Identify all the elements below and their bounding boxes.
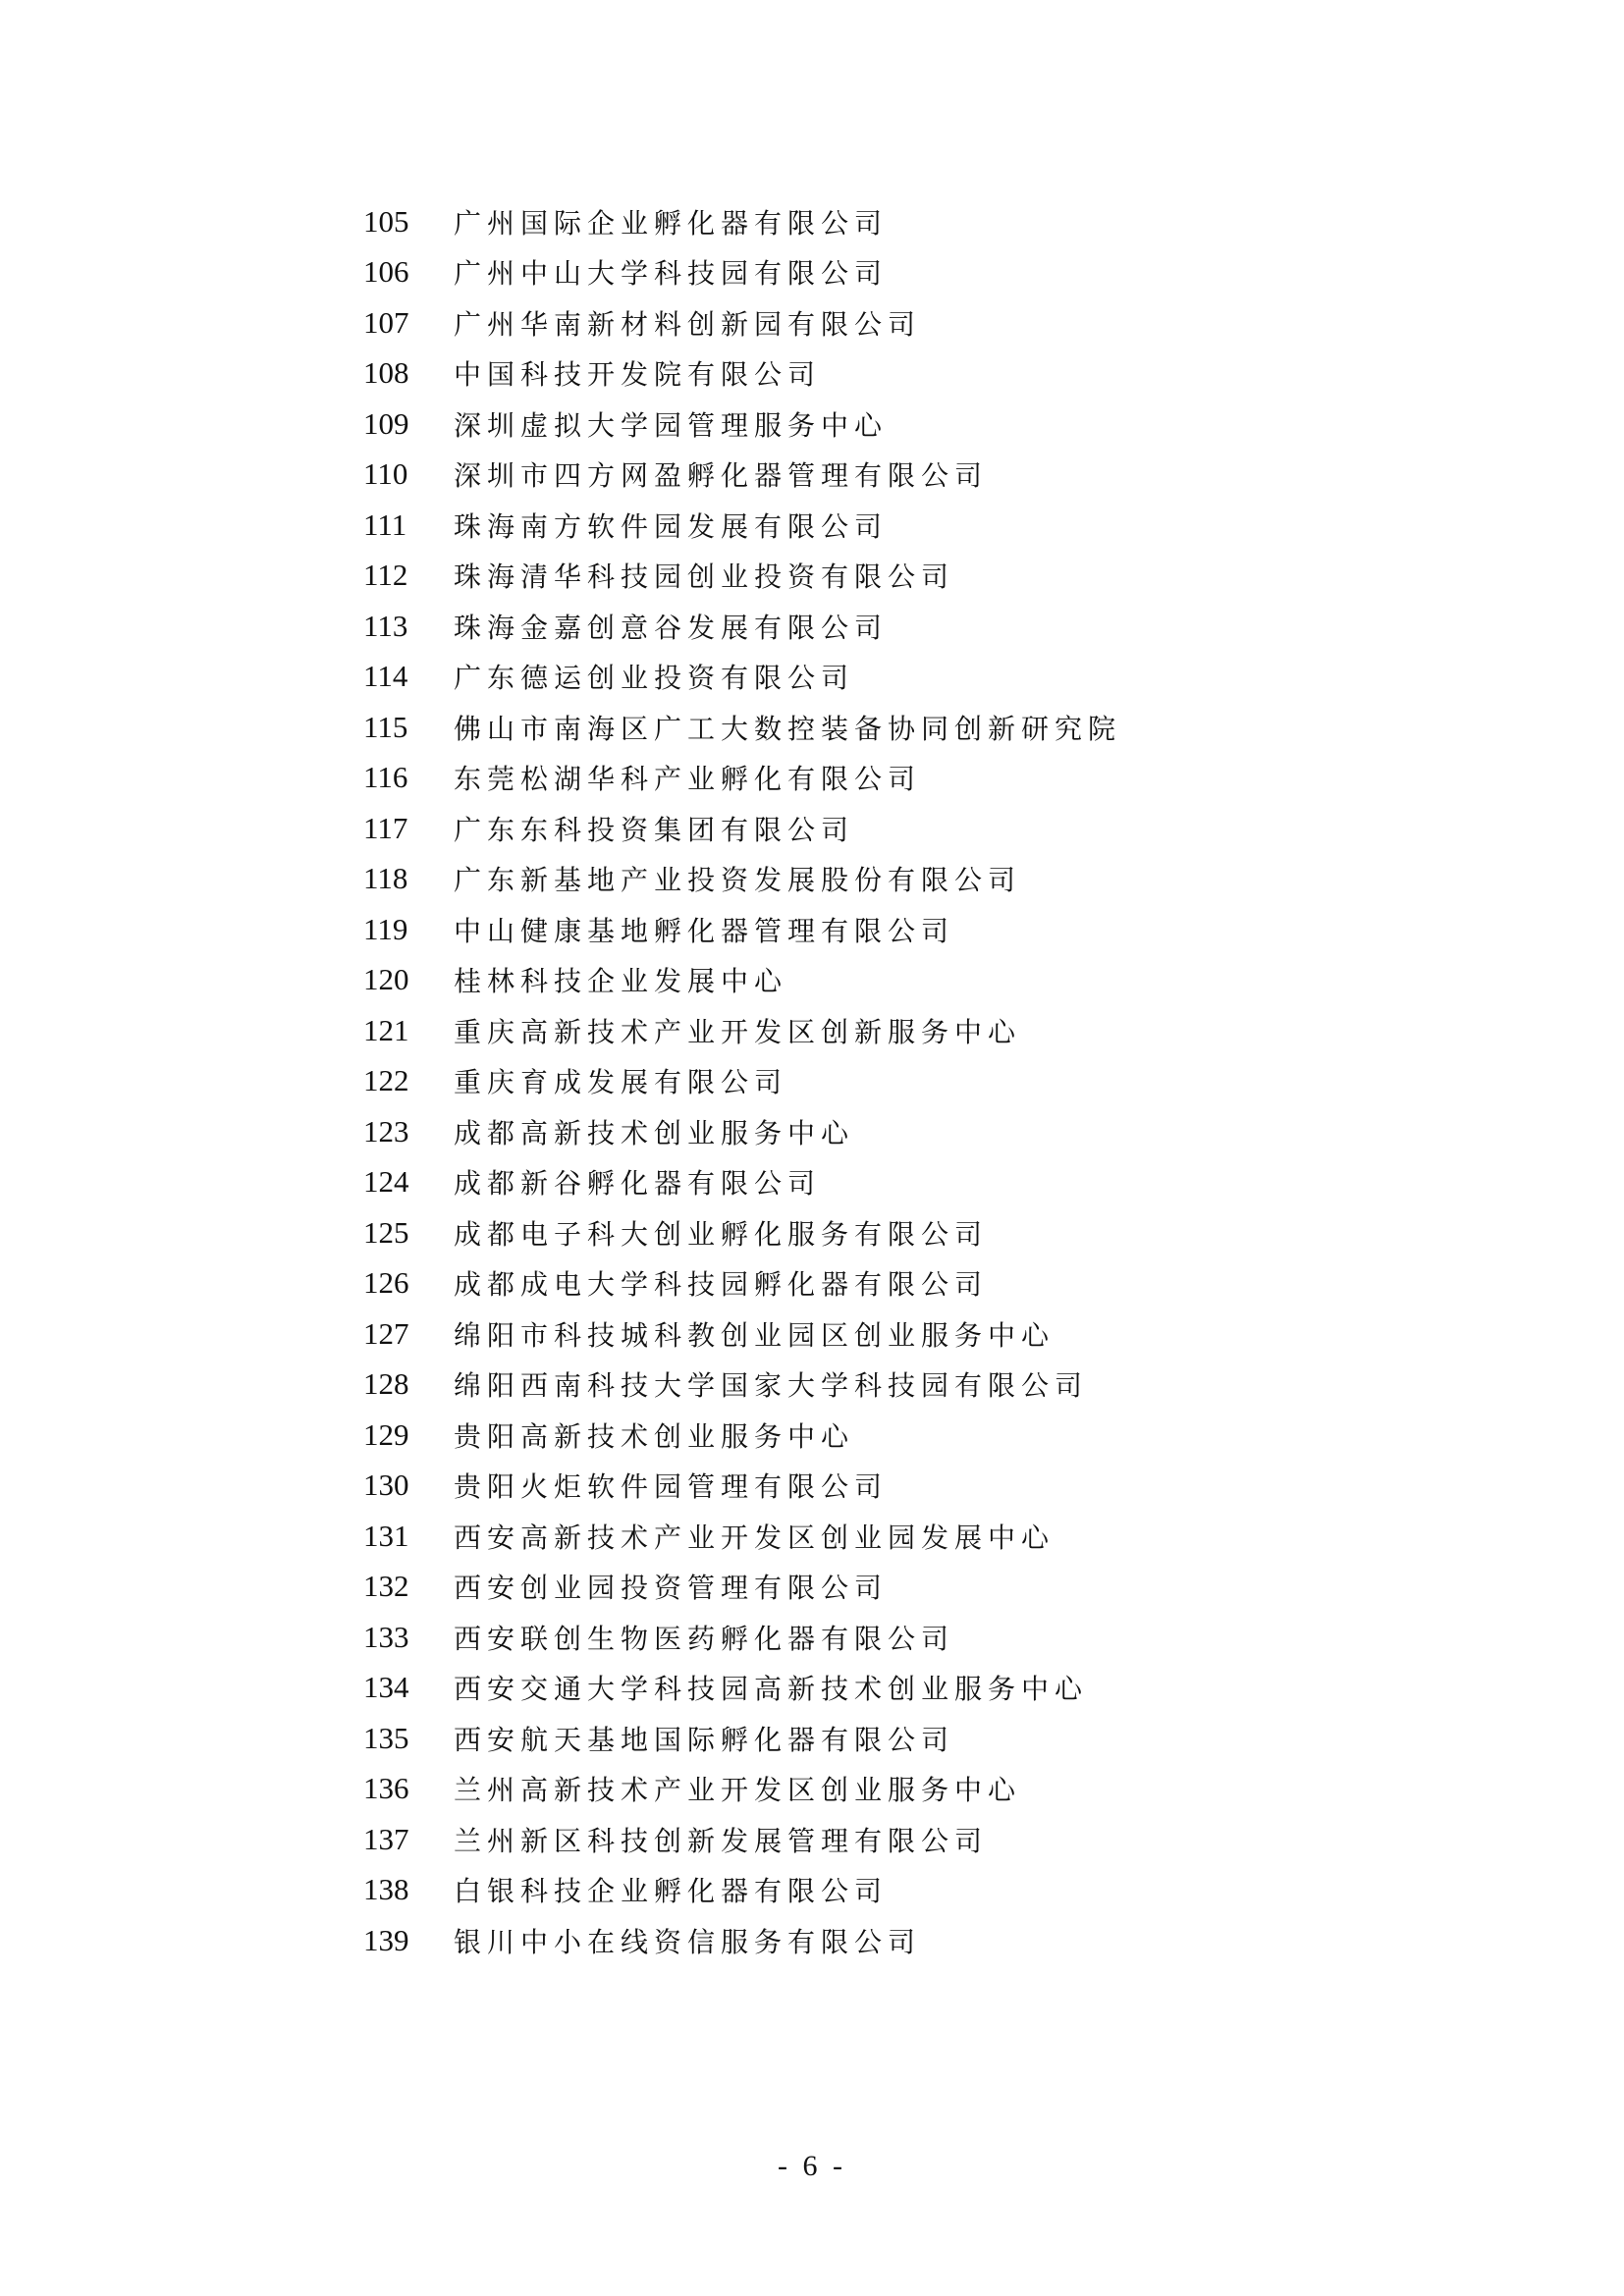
item-number: 137	[363, 1821, 409, 1856]
list-item	[363, 1258, 1492, 1309]
item-name: 广州中山大学科技园有限公司	[454, 257, 889, 291]
entity-list	[363, 196, 1492, 1966]
item-number: 115	[363, 709, 408, 744]
item-name: 贵阳高新技术创业服务中心	[454, 1419, 855, 1453]
item-name: 西安交通大学科技园高新技术创业服务中心	[454, 1673, 1089, 1706]
list-item	[363, 753, 1492, 804]
item-number: 114	[363, 659, 408, 694]
list-item	[363, 1207, 1492, 1258]
page-number: - 6 -	[778, 2150, 846, 2182]
item-number: 111	[363, 507, 407, 542]
list-item	[363, 196, 1492, 247]
list-item	[363, 1461, 1492, 1512]
item-name: 白银科技企业孵化器有限公司	[454, 1875, 889, 1908]
item-number: 136	[363, 1771, 409, 1806]
list-item	[363, 1764, 1492, 1815]
list-item	[363, 247, 1492, 298]
item-number: 108	[363, 355, 409, 391]
item-number: 109	[363, 405, 409, 441]
item-name: 中山健康基地孵化器管理有限公司	[454, 914, 955, 947]
item-name: 成都新谷孵化器有限公司	[454, 1167, 822, 1201]
item-number: 112	[363, 558, 408, 593]
item-name: 佛山市南海区广工大数控装备协同创新研究院	[454, 712, 1122, 745]
list-item	[363, 1865, 1492, 1916]
item-number: 121	[363, 1012, 409, 1047]
item-number: 126	[363, 1265, 409, 1301]
item-number: 107	[363, 304, 409, 340]
item-number: 134	[363, 1670, 409, 1705]
list-item	[363, 399, 1492, 450]
item-name: 珠海清华科技园创业投资有限公司	[454, 561, 955, 594]
item-number: 116	[363, 760, 408, 795]
item-number: 131	[363, 1518, 409, 1553]
item-name: 广东新基地产业投资发展股份有限公司	[454, 864, 1022, 897]
item-name: 银川中小在线资信服务有限公司	[454, 1925, 922, 1958]
item-name: 兰州高新技术产业开发区创业服务中心	[454, 1774, 1022, 1807]
list-item	[363, 702, 1492, 753]
item-name: 成都成电大学科技园孵化器有限公司	[454, 1268, 989, 1302]
list-item	[363, 450, 1492, 501]
list-item	[363, 904, 1492, 955]
item-number: 120	[363, 962, 409, 997]
item-number: 135	[363, 1720, 409, 1755]
list-item	[363, 1814, 1492, 1865]
list-item	[363, 348, 1492, 400]
item-number: 122	[363, 1063, 409, 1098]
item-number: 130	[363, 1468, 409, 1503]
item-name: 重庆高新技术产业开发区创新服务中心	[454, 1015, 1022, 1048]
item-name: 重庆育成发展有限公司	[454, 1066, 788, 1099]
list-item	[363, 955, 1492, 1006]
item-name: 成都电子科大创业孵化服务有限公司	[454, 1217, 989, 1251]
item-number: 139	[363, 1922, 409, 1957]
item-number: 125	[363, 1214, 409, 1250]
list-item	[363, 1915, 1492, 1966]
item-name: 兰州新区科技创新发展管理有限公司	[454, 1824, 989, 1857]
item-name: 贵阳火炬软件园管理有限公司	[454, 1470, 889, 1504]
list-item	[363, 500, 1492, 551]
item-name: 绵阳市科技城科教创业园区创业服务中心	[454, 1318, 1056, 1352]
item-number: 117	[363, 810, 408, 845]
item-name: 广东德运创业投资有限公司	[454, 662, 855, 695]
list-item	[363, 854, 1492, 905]
item-name: 东莞松湖华科产业孵化有限公司	[454, 763, 922, 796]
list-item	[363, 1005, 1492, 1056]
item-name: 中国科技开发院有限公司	[454, 358, 822, 392]
item-name: 西安高新技术产业开发区创业园发展中心	[454, 1521, 1056, 1554]
item-name: 成都高新技术创业服务中心	[454, 1116, 855, 1149]
list-item	[363, 1106, 1492, 1157]
item-number: 105	[363, 203, 409, 239]
item-number: 106	[363, 254, 409, 290]
item-number: 110	[363, 456, 408, 492]
item-number: 133	[363, 1619, 409, 1654]
item-name: 珠海金嘉创意谷发展有限公司	[454, 611, 889, 644]
item-name: 广东东科投资集团有限公司	[454, 813, 855, 846]
list-item	[363, 1157, 1492, 1208]
list-item	[363, 652, 1492, 703]
item-number: 132	[363, 1569, 409, 1604]
item-number: 129	[363, 1416, 409, 1452]
item-number: 127	[363, 1315, 409, 1351]
list-item	[363, 1511, 1492, 1562]
list-item	[363, 1612, 1492, 1663]
list-item	[363, 1713, 1492, 1764]
list-item	[363, 1410, 1492, 1461]
item-number: 118	[363, 861, 408, 896]
item-number: 119	[363, 911, 408, 946]
item-name: 桂林科技企业发展中心	[454, 965, 788, 998]
list-item	[363, 1056, 1492, 1107]
item-name: 深圳市四方网盈孵化器管理有限公司	[454, 459, 989, 493]
item-name: 绵阳西南科技大学国家大学科技园有限公司	[454, 1369, 1089, 1403]
item-name: 西安创业园投资管理有限公司	[454, 1572, 889, 1605]
item-name: 珠海南方软件园发展有限公司	[454, 509, 889, 543]
list-item	[363, 297, 1492, 348]
list-item	[363, 1562, 1492, 1613]
item-number: 138	[363, 1872, 409, 1907]
item-number: 123	[363, 1113, 409, 1148]
list-item	[363, 803, 1492, 854]
item-name: 广州国际企业孵化器有限公司	[454, 206, 889, 240]
list-item	[363, 1308, 1492, 1360]
item-name: 广州华南新材料创新园有限公司	[454, 307, 922, 341]
item-number: 113	[363, 608, 408, 643]
item-number: 124	[363, 1164, 409, 1200]
item-number: 128	[363, 1366, 409, 1402]
list-item	[363, 1360, 1492, 1411]
item-name: 西安联创生物医药孵化器有限公司	[454, 1622, 955, 1655]
item-name: 西安航天基地国际孵化器有限公司	[454, 1723, 955, 1756]
item-name: 深圳虚拟大学园管理服务中心	[454, 408, 889, 442]
list-item	[363, 601, 1492, 652]
list-item	[363, 551, 1492, 602]
list-item	[363, 1663, 1492, 1714]
